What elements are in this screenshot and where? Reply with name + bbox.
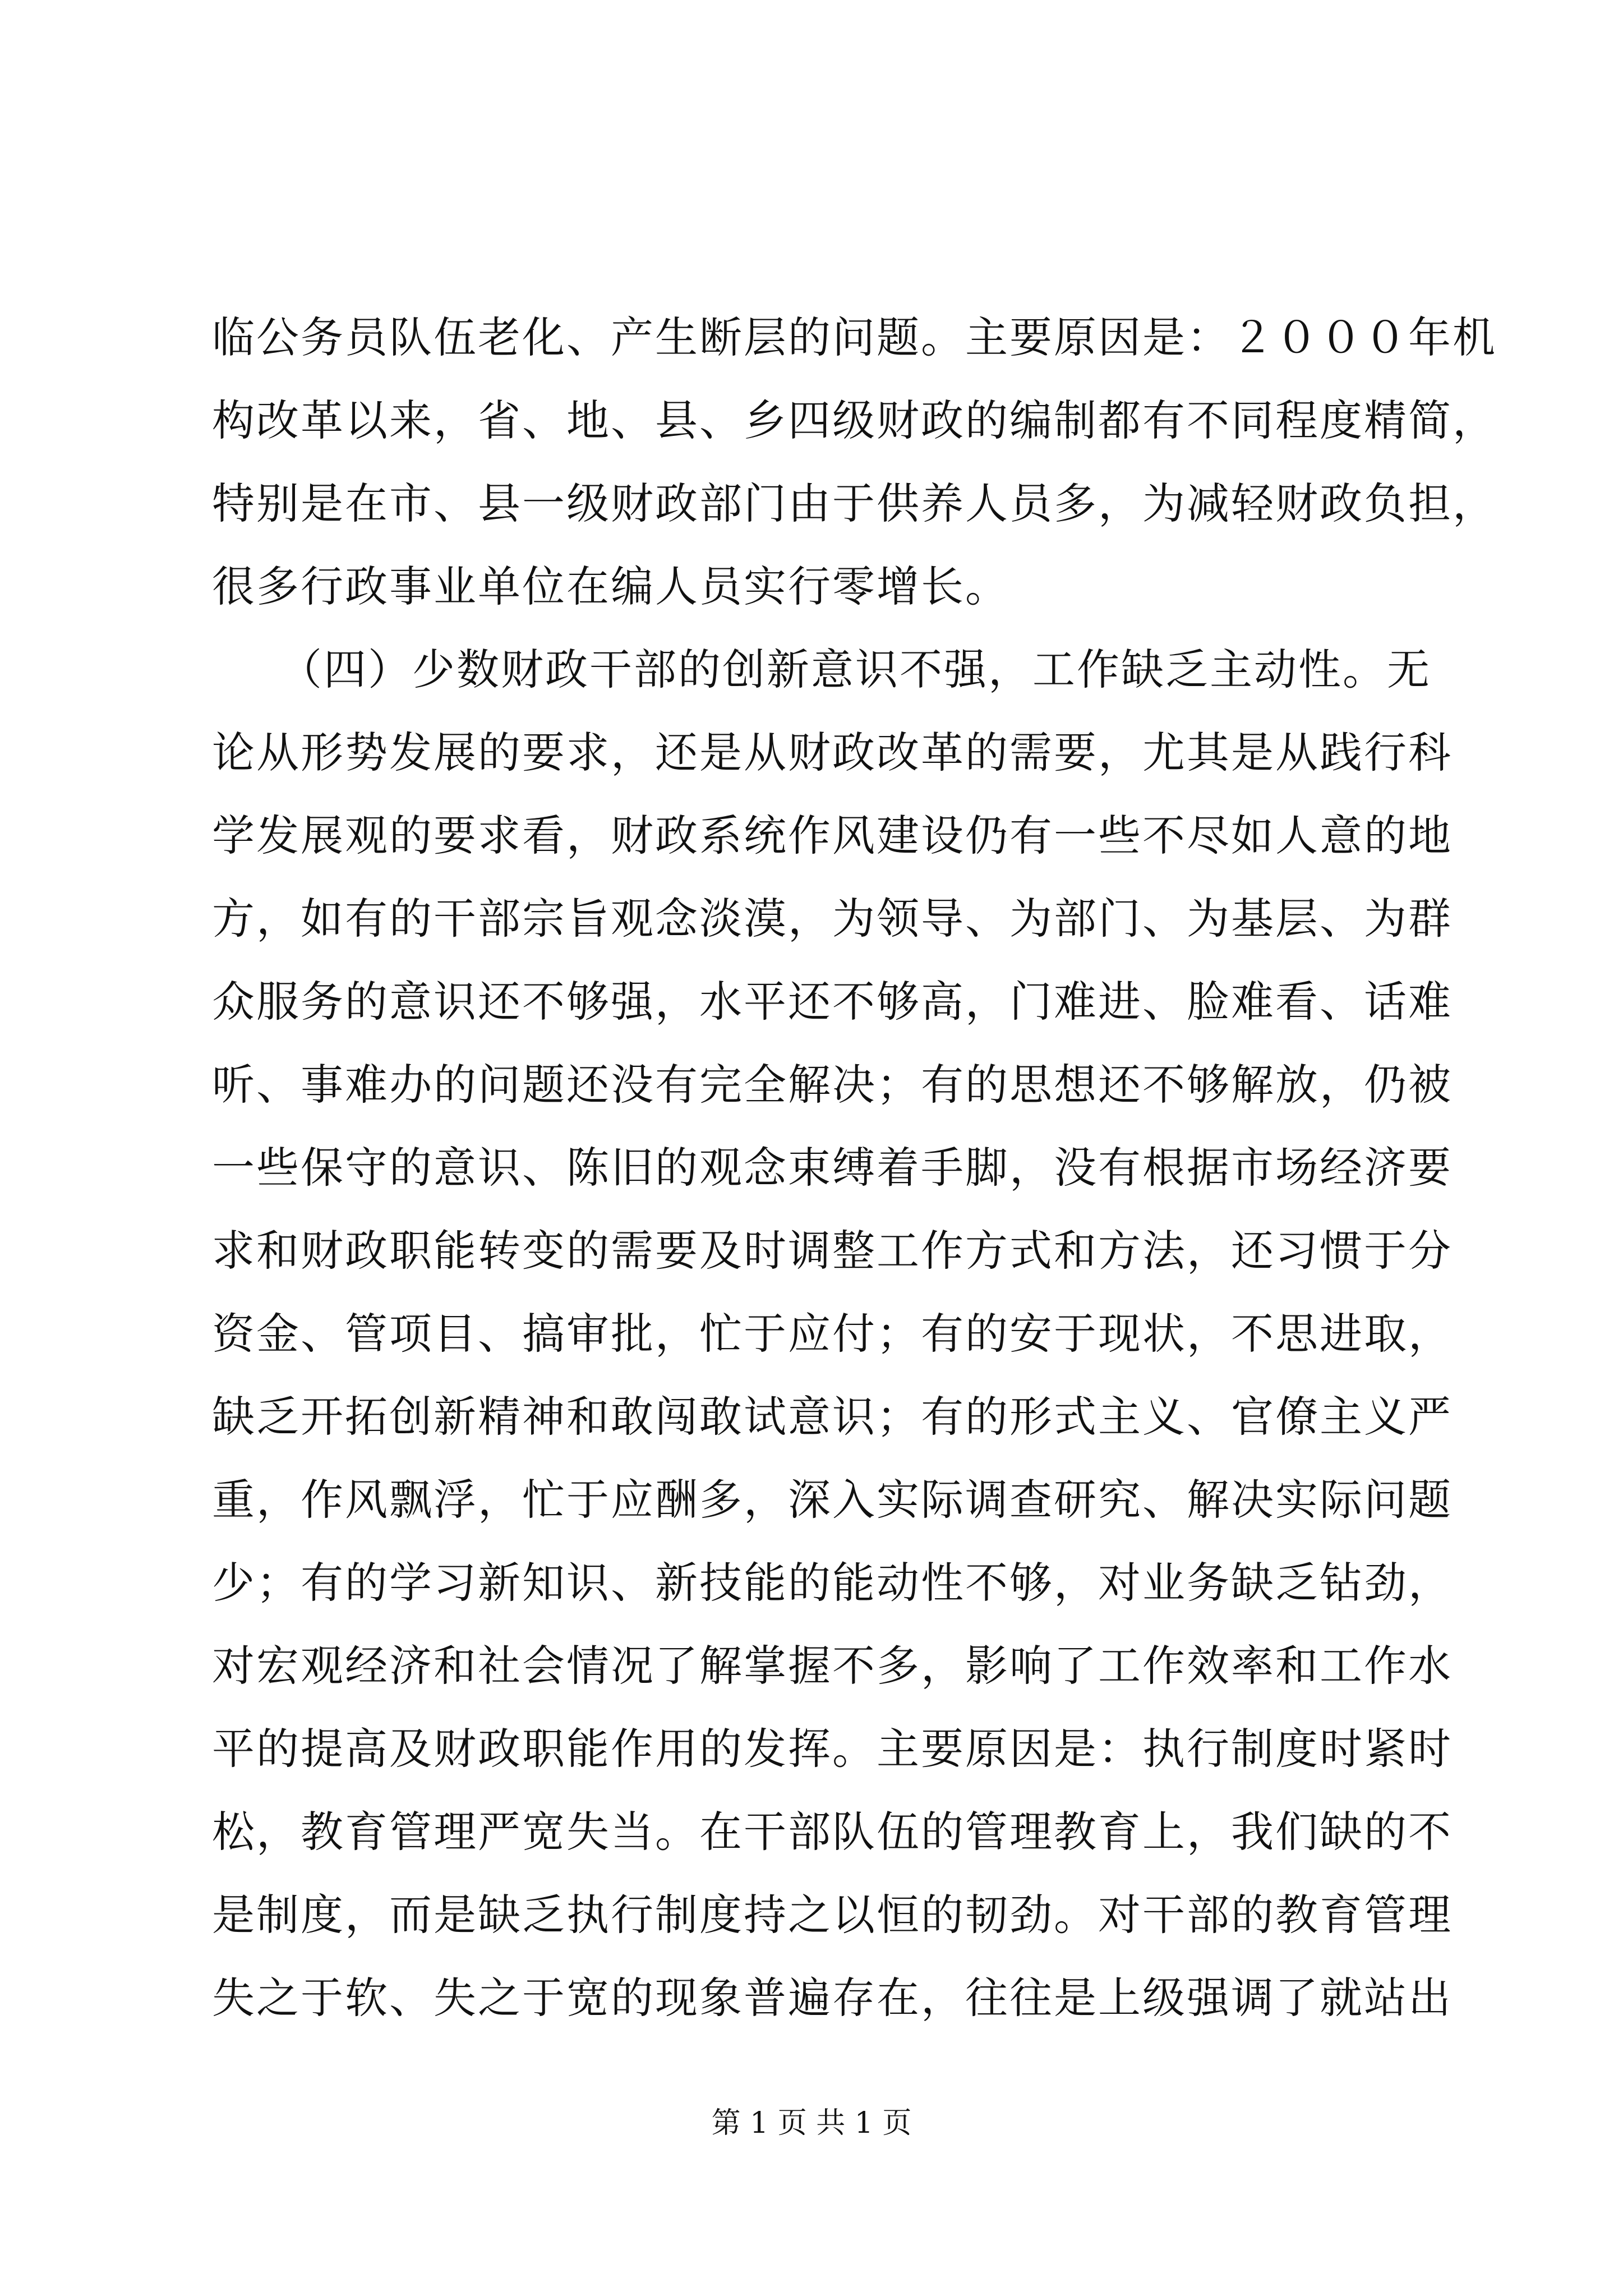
text-line: 特别是在市、县一级财政部门由于供养人员多，为减轻财政负担，	[212, 478, 1497, 528]
text-line: 对宏观经济和社会情况了解掌握不多，影响了工作效率和工作水	[212, 1641, 1453, 1691]
text-line: 临公务员队伍老化、产生断层的问题。主要原因是：２０００年机	[212, 312, 1497, 362]
text-line: 构改革以来，省、地、县、乡四级财政的编制都有不同程度精简，	[212, 395, 1497, 445]
text-line: 论从形势发展的要求，还是从财政改革的需要，尤其是从践行科	[212, 728, 1453, 777]
text-line: 平的提高及财政职能作用的发挥。主要原因是：执行制度时紧时	[212, 1724, 1453, 1774]
text-line: 缺乏开拓创新精神和敢闯敢试意识；有的形式主义、官僚主义严	[212, 1392, 1453, 1442]
text-line: 资金、管项目、搞审批，忙于应付；有的安于现状，不思进取，	[212, 1309, 1453, 1359]
text-line: 方，如有的干部宗旨观念淡漠，为领导、为部门、为基层、为群	[212, 894, 1453, 944]
text-line: 众服务的意识还不够强，水平还不够高，门难进、脸难看、话难	[212, 977, 1453, 1027]
text-line: 很多行政事业单位在编人员实行零增长。	[212, 562, 1009, 611]
text-line: 求和财政职能转变的需要及时调整工作方式和方法，还习惯于分	[212, 1226, 1453, 1276]
text-line: 是制度，而是缺乏执行制度持之以恒的韧劲。对干部的教育管理	[212, 1890, 1453, 1940]
text-line: 重，作风飘浮，忙于应酬多，深入实际调查研究、解决实际问题	[212, 1475, 1453, 1525]
document-body	[212, 296, 1497, 2040]
text-line: 学发展观的要求看，财政系统作风建设仍有一些不尽如人意的地	[212, 811, 1453, 861]
text-line: 少；有的学习新知识、新技能的能动性不够，对业务缺乏钻劲，	[212, 1558, 1453, 1608]
text-line: 听、事难办的问题还没有完全解决；有的思想还不够解放，仍被	[212, 1060, 1453, 1110]
text-line: （四）少数财政干部的创新意识不强，工作缺乏主动性。无	[212, 645, 1431, 694]
page-number-footer: 第 1 页 共 1 页	[711, 2106, 912, 2140]
text-line: 松，教育管理严宽失当。在干部队伍的管理教育上，我们缺的不	[212, 1807, 1453, 1857]
text-line: 一些保守的意识、陈旧的观念束缚着手脚，没有根据市场经济要	[212, 1143, 1453, 1193]
text-line: 失之于软、失之于宽的现象普遍存在，往往是上级强调了就站出	[212, 1973, 1453, 2023]
